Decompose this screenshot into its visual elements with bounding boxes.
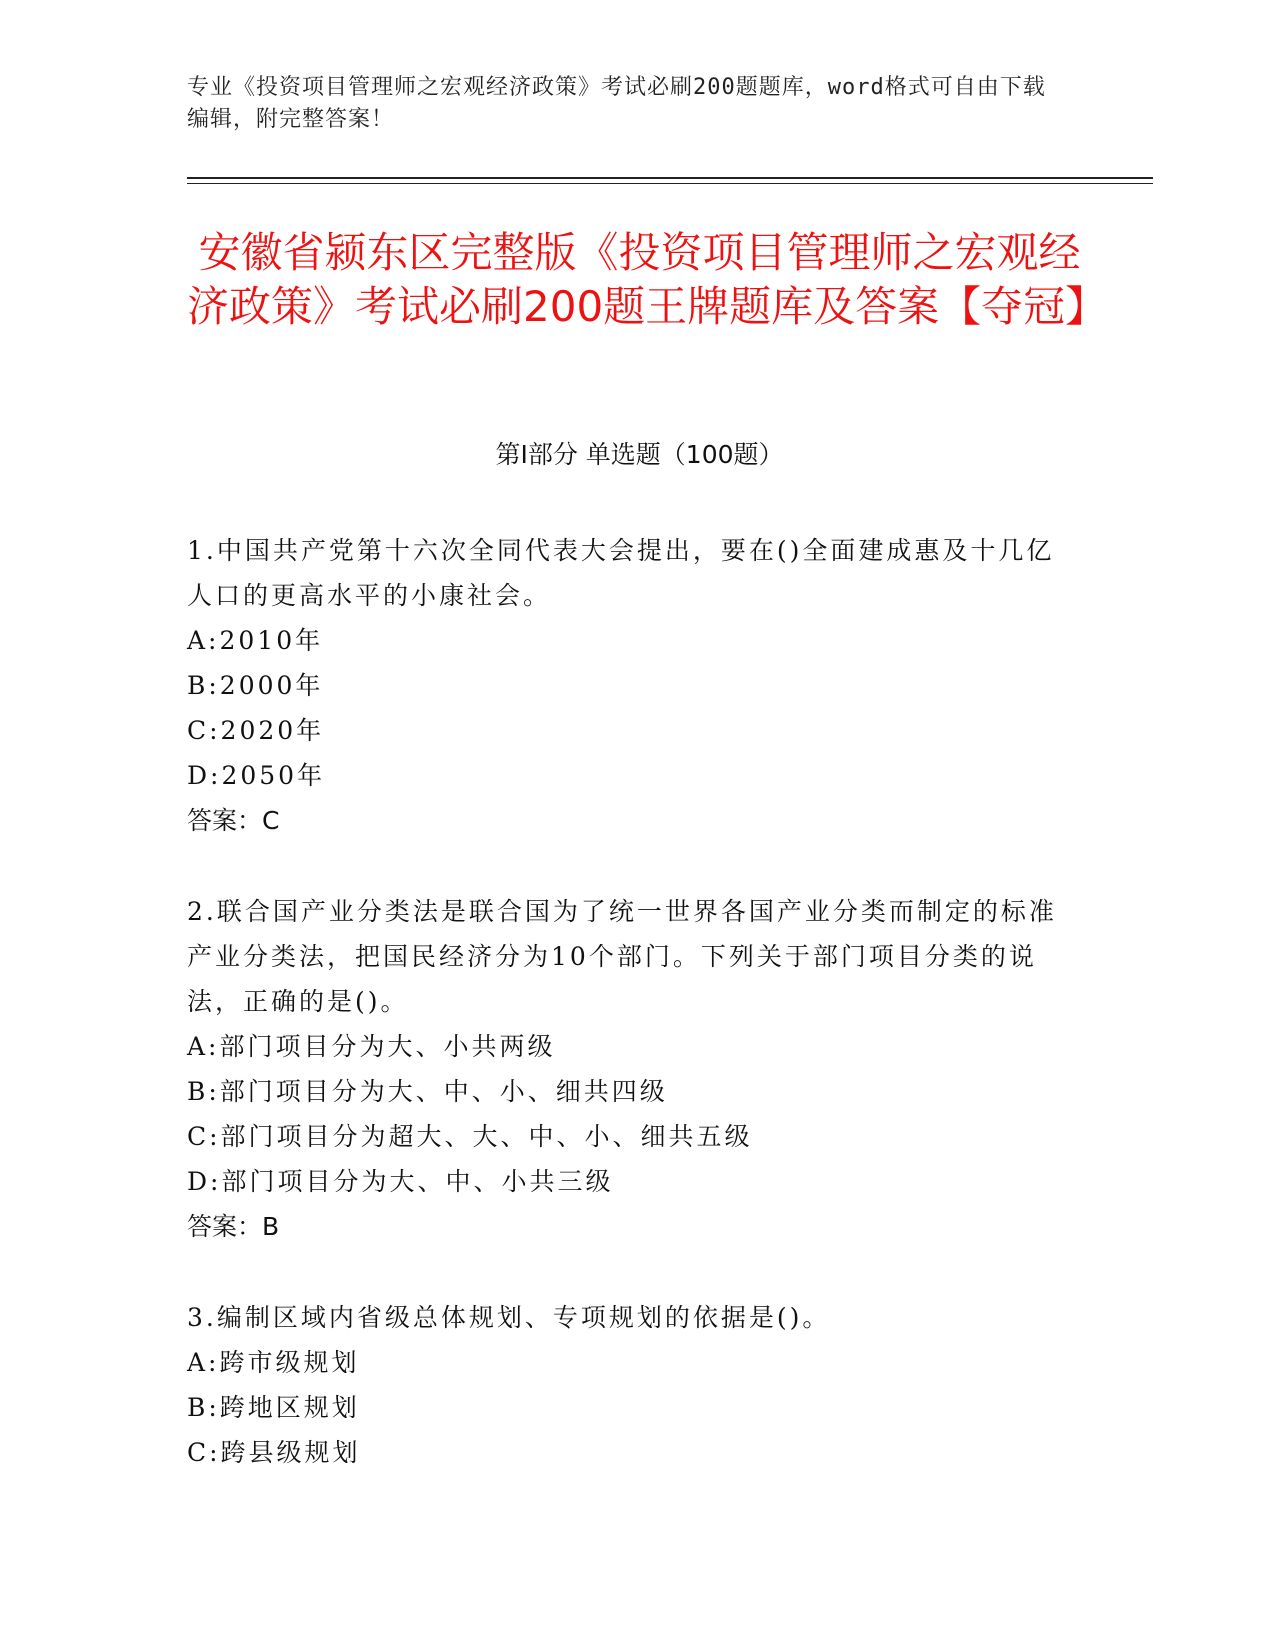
option-d: D:2050年 bbox=[187, 761, 326, 790]
question-1 bbox=[187, 528, 1067, 843]
option-c: C:2020年 bbox=[187, 716, 325, 745]
answer: 答案：B bbox=[187, 1212, 280, 1241]
answer: 答案：C bbox=[187, 806, 280, 835]
option-c: C:部门项目分为超大、大、中、小、细共五级 bbox=[187, 1122, 753, 1151]
header-note: 专业《投资项目管理师之宏观经济政策》考试必刷200题题库，word格式可自由下载编辑，附完整答案！ bbox=[187, 75, 1046, 132]
option-d: D:部门项目分为大、中、小共三级 bbox=[187, 1167, 614, 1196]
option-a: A:部门项目分为大、小共两级 bbox=[187, 1032, 556, 1061]
question-list bbox=[187, 528, 1067, 1521]
question-stem: 1.中国共产党第十六次全同代表大会提出，要在()全面建成惠及十几亿人口的更高水平的小康社会。 bbox=[187, 536, 1055, 610]
question-3 bbox=[187, 1295, 1067, 1475]
header-rule-thick bbox=[187, 177, 1153, 179]
option-b: B:跨地区规划 bbox=[187, 1393, 360, 1422]
section-title: 第I部分 单选题（100题） bbox=[495, 440, 784, 469]
option-b: B:2000年 bbox=[187, 671, 324, 700]
question-stem: 3.编制区域内省级总体规划、专项规划的依据是()。 bbox=[187, 1303, 831, 1332]
option-a: A:2010年 bbox=[187, 626, 324, 655]
question-stem: 2.联合国产业分类法是联合国为了统一世界各国产业分类而制定的标准产业分类法，把国民经济分为10个部门。下列关于部门项目分类的说法，正确的是()。 bbox=[187, 897, 1057, 1016]
header-rule-thin bbox=[187, 183, 1153, 184]
question-2 bbox=[187, 889, 1067, 1249]
option-b: B:部门项目分为大、中、小、细共四级 bbox=[187, 1077, 668, 1106]
option-c: C:跨县级规划 bbox=[187, 1438, 361, 1467]
document-title: 安徽省颍东区完整版《投资项目管理师之宏观经济政策》考试必刷200题王牌题库及答案【夺冠】 bbox=[187, 228, 1108, 331]
option-a: A:跨市级规划 bbox=[187, 1348, 360, 1377]
